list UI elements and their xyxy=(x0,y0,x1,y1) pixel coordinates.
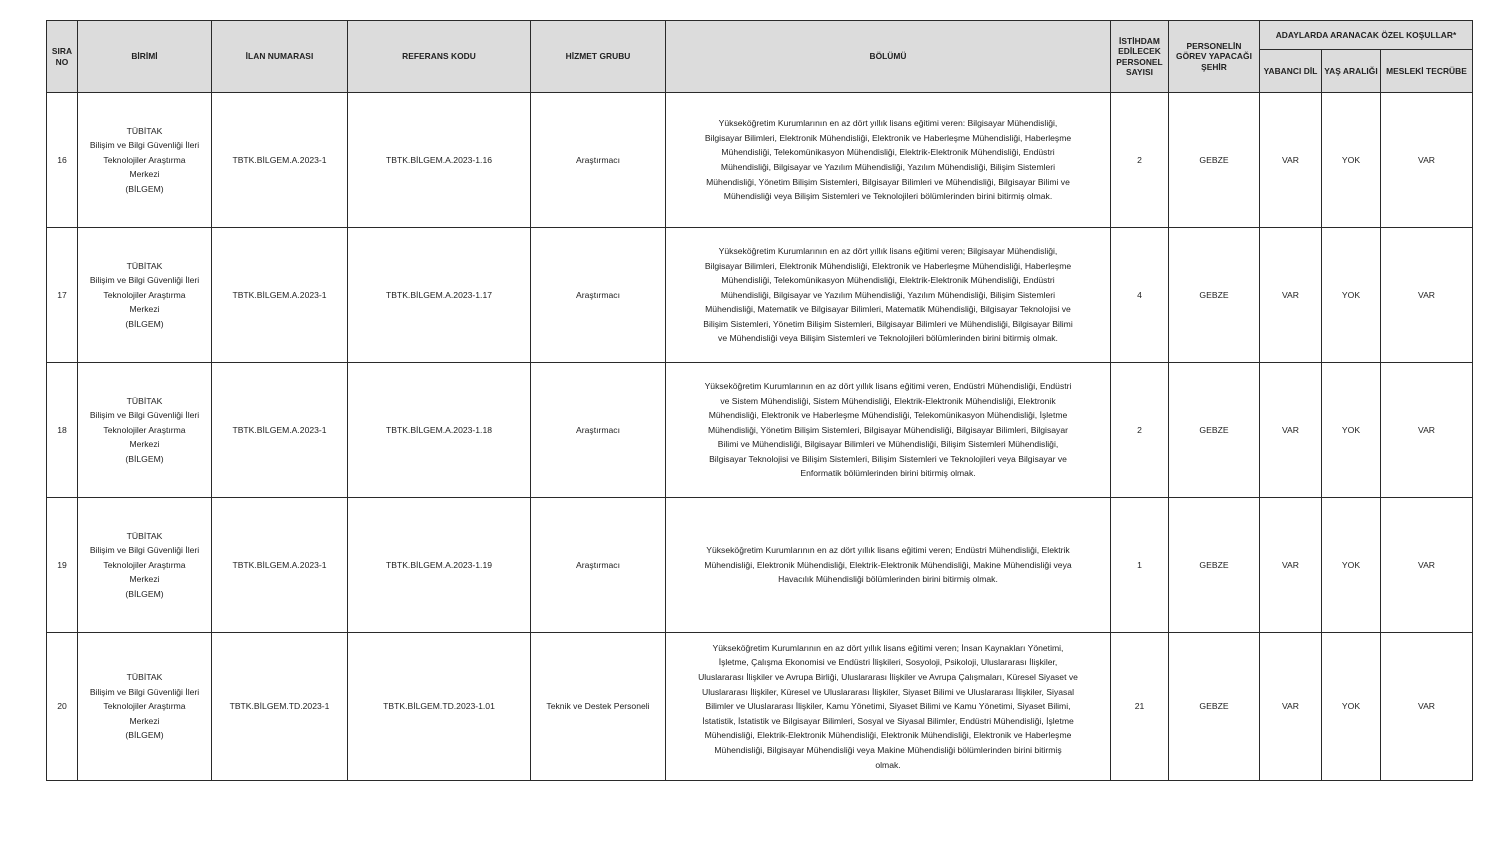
row-birimi-line: TÜBİTAK xyxy=(126,672,163,683)
row-birimi-line: Bilişim ve Bilgi Güvenliği İleri xyxy=(89,410,200,421)
row-hizmet-grubu: Araştırmacı xyxy=(531,228,666,363)
row-birimi xyxy=(78,498,212,633)
row-bolumu-line: Yükseköğretim Kurumlarının en az dört yıllık lisans eğitimi veren, Endüstri Mühendisliği, Endüstri xyxy=(704,380,1072,391)
row-bolumu-line: Bilişim Sistemleri, Yönetim Bilişim Sistemleri, Bilgisayar Bilimleri ve Mühendisliği, Bilgisayar Bilimi xyxy=(703,318,1073,329)
row-sehir: GEBZE xyxy=(1169,93,1260,228)
header-ilan-numarasi: İLAN NUMARASI xyxy=(212,21,348,93)
header-sira-no: SIRA NO xyxy=(47,21,78,93)
table-row xyxy=(47,498,1473,633)
row-mesleki-tecrube: VAR xyxy=(1381,93,1473,228)
row-bolumu-line: Bilgisayar Bilimleri, Elektronik Mühendisliği, Elektronik ve Haberleşme Mühendisliği, Haberleşme xyxy=(704,132,1072,143)
row-birimi-line: Merkezi xyxy=(129,715,160,726)
row-birimi-line: Teknolojiler Araştırma xyxy=(103,154,186,165)
row-mesleki-tecrube: VAR xyxy=(1381,363,1473,498)
row-bolumu-line: Yükseköğretim Kurumlarının en az dört yıllık lisans eğitimi veren; Endüstri Mühendisliği, Elektrik xyxy=(706,545,1070,556)
table-row xyxy=(47,93,1473,228)
row-personel-sayisi: 21 xyxy=(1111,633,1169,781)
row-bolumu-line: Bilimi ve Mühendisliği, Bilgisayar Bilimleri ve Mühendisliği, Bilişim Sistemleri Mühendisliği, xyxy=(717,439,1059,450)
row-sira-no: 18 xyxy=(47,363,78,498)
table-body xyxy=(47,93,1473,781)
row-hizmet-grubu: Teknik ve Destek Personeli xyxy=(531,633,666,781)
row-bolumu-line: Mühendisliği, Yönetim Bilişim Sistemleri, Bilgisayar Mühendisliği, Bilgisayar Bilimleri, Bilgisayar xyxy=(708,424,1068,435)
row-bolumu xyxy=(666,633,1111,781)
row-bolumu xyxy=(666,363,1111,498)
row-ilan-numarasi: TBTK.BİLGEM.A.2023-1 xyxy=(212,498,348,633)
row-bolumu-line: İşletme, Çalışma Ekonomisi ve Endüstri İlişkileri, Sosyoloji, Psikoloji, Uluslararası İlişkiler, xyxy=(718,657,1058,668)
row-bolumu-line: Mühendisliği veya Bilişim Sistemleri ve Teknolojileri bölümlerinden birini bitirmiş olmak. xyxy=(723,191,1053,202)
row-bolumu xyxy=(666,498,1111,633)
row-birimi xyxy=(78,633,212,781)
row-bolumu-line: Yükseköğretim Kurumlarının en az dört yıllık lisans eğitimi veren; Bilgisayar Mühendisliği, xyxy=(718,245,1058,256)
row-sehir: GEBZE xyxy=(1169,363,1260,498)
row-birimi-line: Bilişim ve Bilgi Güvenliği İleri xyxy=(89,686,200,697)
table-row xyxy=(47,363,1473,498)
row-birimi-line: (BİLGEM) xyxy=(125,318,164,329)
header-yabanci-dil: YABANCI DİL xyxy=(1260,50,1322,93)
row-bolumu-line: Mühendisliği, Elektronik ve Haberleşme Mühendisliği, Telekomünikasyon Mühendisliği, İşletme xyxy=(708,410,1068,421)
row-birimi-line: Merkezi xyxy=(129,169,160,180)
header-yas-araligi: YAŞ ARALIĞI xyxy=(1322,50,1381,93)
row-birimi-line: Bilişim ve Bilgi Güvenliği İleri xyxy=(89,140,200,151)
header-referans-kodu: REFERANS KODU xyxy=(348,21,531,93)
row-bolumu-line: ve Sistem Mühendisliği, Sistem Mühendisliği, Elektrik-Elektronik Mühendisliği, Elektronik xyxy=(720,395,1056,406)
header-istihdam: İSTİHDAM EDİLECEK PERSONEL SAYISI xyxy=(1111,21,1169,93)
row-bolumu-line: Bilimler ve Uluslararası İlişkiler, Kamu Yönetimi, Siyaset Bilimi ve Kamu Yönetimi, Siyaset Bilimi, xyxy=(705,701,1071,712)
row-personel-sayisi: 2 xyxy=(1111,363,1169,498)
row-birimi-line: Merkezi xyxy=(129,439,160,450)
row-bolumu-line: Bilgisayar Bilimleri, Elektronik Mühendisliği, Elektronik ve Haberleşme Mühendisliği, Haberleşme xyxy=(704,260,1072,271)
row-bolumu-line: Uluslararası İlişkiler, Küresel ve Uluslararası İlişkiler, Siyaset Bilimi ve Uluslararası İlişkiler, Siyasal xyxy=(701,686,1075,697)
row-ilan-numarasi: TBTK.BİLGEM.A.2023-1 xyxy=(212,228,348,363)
row-sehir: GEBZE xyxy=(1169,498,1260,633)
row-sehir: GEBZE xyxy=(1169,633,1260,781)
row-mesleki-tecrube: VAR xyxy=(1381,633,1473,781)
row-personel-sayisi: 1 xyxy=(1111,498,1169,633)
row-birimi-line: (BİLGEM) xyxy=(125,453,164,464)
row-referans-kodu: TBTK.BİLGEM.TD.2023-1.01 xyxy=(348,633,531,781)
row-bolumu-line: Mühendisliği, Elektronik Mühendisliği, Elektrik-Elektronik Mühendisliği, Makine Mühendisliği veya xyxy=(704,559,1072,570)
row-bolumu-line: Mühendisliği, Bilgisayar Mühendisliği veya Makine Mühendisliği bölümlerinden birini bitirmiş xyxy=(714,744,1062,755)
row-birimi-line: Teknolojiler Araştırma xyxy=(103,424,186,435)
row-sira-no: 19 xyxy=(47,498,78,633)
table-row xyxy=(47,228,1473,363)
row-bolumu-line: ve Mühendisliği veya Bilişim Sistemleri ve Teknolojileri bölümlerinden birini bitirmiş olmak. xyxy=(718,333,1058,344)
row-bolumu-line: Mühendisliği, Telekomünikasyon Mühendisliği, Elektrik-Elektronik Mühendisliği, Endüstri xyxy=(721,275,1055,286)
header-ozel-kosullar: ADAYLARDA ARANACAK ÖZEL KOŞULLAR* xyxy=(1260,21,1473,50)
row-bolumu-line: Yükseköğretim Kurumlarının en az dört yıllık lisans eğitimi veren: Bilgisayar Mühendisliği, xyxy=(718,118,1058,129)
row-bolumu-line: Bilgisayar Teknolojisi ve Bilişim Sistemleri, Bilişim Sistemleri ve Teknolojileri veya Bilgisayar ve xyxy=(709,453,1067,464)
row-yas-araligi: YOK xyxy=(1322,93,1381,228)
header-bolumu: BÖLÜMÜ xyxy=(666,21,1111,93)
row-birimi xyxy=(78,93,212,228)
row-birimi-line: Merkezi xyxy=(129,304,160,315)
row-personel-sayisi: 4 xyxy=(1111,228,1169,363)
row-bolumu-line: Enformatik bölümlerinden birini bitirmiş olmak. xyxy=(800,468,976,479)
row-mesleki-tecrube: VAR xyxy=(1381,228,1473,363)
row-ilan-numarasi: TBTK.BİLGEM.A.2023-1 xyxy=(212,363,348,498)
row-bolumu-line: Mühendisliği, Matematik ve Bilgisayar Bilimleri, Matematik Mühendisliği, Bilgisayar Teknolojisi ve xyxy=(705,304,1071,315)
row-referans-kodu: TBTK.BİLGEM.A.2023-1.16 xyxy=(348,93,531,228)
row-sehir: GEBZE xyxy=(1169,228,1260,363)
row-sira-no: 16 xyxy=(47,93,78,228)
row-bolumu-line: Uluslararası İlişkiler ve Avrupa Birliği, Uluslararası İlişkiler ve Avrupa Çalışmaları, Küresel Siyaset ve xyxy=(698,672,1078,683)
row-yabanci-dil: VAR xyxy=(1260,228,1322,363)
row-hizmet-grubu: Araştırmacı xyxy=(531,498,666,633)
row-birimi xyxy=(78,363,212,498)
row-bolumu-line: Mühendisliği, Telekomünikasyon Mühendisliği, Elektrik-Elektronik Mühendisliği, Endüstri xyxy=(721,147,1055,158)
row-bolumu-line: Mühendisliği, Elektrik-Elektronik Mühendisliği, Elektronik Mühendisliği, Elektronik ve Haberleşme xyxy=(704,730,1072,741)
row-referans-kodu: TBTK.BİLGEM.A.2023-1.18 xyxy=(348,363,531,498)
header-hizmet-grubu: HİZMET GRUBU xyxy=(531,21,666,93)
row-ilan-numarasi: TBTK.BİLGEM.TD.2023-1 xyxy=(212,633,348,781)
header-birimi: BİRİMİ xyxy=(78,21,212,93)
row-bolumu-line: olmak. xyxy=(875,759,901,770)
row-sira-no: 17 xyxy=(47,228,78,363)
table-row xyxy=(47,633,1473,781)
row-hizmet-grubu: Araştırmacı xyxy=(531,93,666,228)
row-sira-no: 20 xyxy=(47,633,78,781)
row-yas-araligi: YOK xyxy=(1322,633,1381,781)
row-birimi-line: Bilişim ve Bilgi Güvenliği İleri xyxy=(89,545,200,556)
row-birimi-line: Bilişim ve Bilgi Güvenliği İleri xyxy=(89,275,200,286)
row-birimi-line: (BİLGEM) xyxy=(125,588,164,599)
row-bolumu xyxy=(666,93,1111,228)
row-bolumu-line: Mühendisliği, Bilgisayar ve Yazılım Mühendisliği, Yazılım Mühendisliği, Bilişim Sistemleri xyxy=(720,162,1056,172)
header-mesleki-tecrube: MESLEKİ TECRÜBE xyxy=(1381,50,1473,93)
row-bolumu-line: Mühendisliği, Yönetim Bilişim Sistemleri, Bilgisayar Bilimleri ve Mühendisliği, Bilgisayar Bilimi ve xyxy=(706,176,1070,187)
table-header xyxy=(47,21,1473,93)
row-birimi-line: Teknolojiler Araştırma xyxy=(103,701,186,712)
row-yabanci-dil: VAR xyxy=(1260,363,1322,498)
row-birimi-line: TÜBİTAK xyxy=(126,125,163,136)
row-bolumu-line: Yükseköğretim Kurumlarının en az dört yıllık lisans eğitimi veren; İnsan Kaynakları Yönetimi, xyxy=(712,642,1064,653)
row-birimi-line: (BİLGEM) xyxy=(125,730,164,741)
row-bolumu-line: Havacılık Mühendisliği bölümlerinden birini bitirmiş olmak. xyxy=(778,574,998,585)
row-bolumu-line: Mühendisliği, Bilgisayar ve Yazılım Mühendisliği, Yazılım Mühendisliği, Bilişim Sistemleri xyxy=(720,289,1056,300)
row-birimi-line: (BİLGEM) xyxy=(125,183,164,194)
job-listing-table xyxy=(46,20,1473,781)
row-yabanci-dil: VAR xyxy=(1260,93,1322,228)
row-bolumu-line: İstatistik, İstatistik ve Bilgisayar Bilimleri, Sosyal ve Siyasal Bilimler, Endüstri Mühendisliği, İşletme xyxy=(702,715,1074,726)
row-yas-araligi: YOK xyxy=(1322,498,1381,633)
row-birimi-line: Teknolojiler Araştırma xyxy=(103,559,186,570)
row-hizmet-grubu: Araştırmacı xyxy=(531,363,666,498)
row-birimi-line: TÜBİTAK xyxy=(126,260,163,271)
row-birimi-line: TÜBİTAK xyxy=(126,530,163,541)
row-birimi-line: TÜBİTAK xyxy=(126,395,163,406)
row-birimi-line: Merkezi xyxy=(129,574,160,585)
row-ilan-numarasi: TBTK.BİLGEM.A.2023-1 xyxy=(212,93,348,228)
row-personel-sayisi: 2 xyxy=(1111,93,1169,228)
row-yabanci-dil: VAR xyxy=(1260,633,1322,781)
row-birimi-line: Teknolojiler Araştırma xyxy=(103,289,186,300)
row-referans-kodu: TBTK.BİLGEM.A.2023-1.17 xyxy=(348,228,531,363)
header-sehir: PERSONELİN GÖREV YAPACAĞI ŞEHİR xyxy=(1169,21,1260,93)
row-mesleki-tecrube: VAR xyxy=(1381,498,1473,633)
row-yabanci-dil: VAR xyxy=(1260,498,1322,633)
row-yas-araligi: YOK xyxy=(1322,363,1381,498)
row-bolumu xyxy=(666,228,1111,363)
row-yas-araligi: YOK xyxy=(1322,228,1381,363)
row-birimi xyxy=(78,228,212,363)
row-referans-kodu: TBTK.BİLGEM.A.2023-1.19 xyxy=(348,498,531,633)
